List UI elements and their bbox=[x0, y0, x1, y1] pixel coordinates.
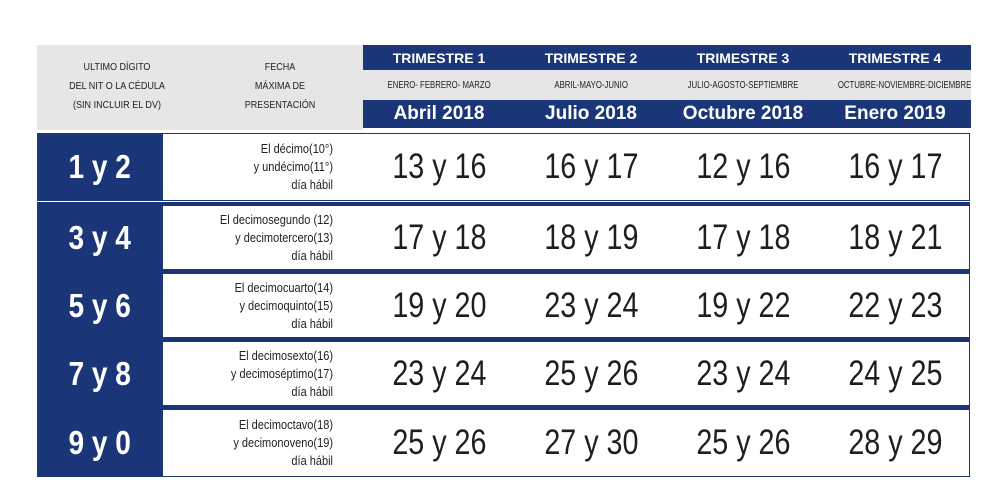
row-value-t1: 25 y 26 bbox=[391, 423, 487, 462]
trimester-2-header bbox=[515, 45, 667, 128]
row-digits: 7 y 8 bbox=[37, 341, 162, 406]
row-digits: 9 y 0 bbox=[37, 409, 162, 477]
row-digits: 5 y 6 bbox=[37, 273, 162, 338]
table-row bbox=[37, 409, 970, 477]
row-value-t2: 16 y 17 bbox=[543, 147, 639, 186]
trimester-4-header bbox=[819, 45, 971, 128]
row-digits: 1 y 2 bbox=[37, 133, 162, 201]
header-line: ULTIMO DÍGITO bbox=[83, 61, 151, 73]
row-value-t4: 22 y 23 bbox=[847, 285, 943, 325]
row-value-t2: 18 y 19 bbox=[543, 217, 639, 257]
header-deadline bbox=[209, 58, 352, 115]
table-row bbox=[37, 133, 970, 201]
trimester-title: TRIMESTRE 2 bbox=[515, 45, 667, 70]
trimester-3-header bbox=[667, 45, 819, 128]
trimester-title: TRIMESTRE 3 bbox=[667, 45, 819, 70]
row-value-t4: 28 y 29 bbox=[847, 423, 943, 462]
row-description: El decimocuarto(14) y decimoquinto(15) día hábil bbox=[234, 280, 333, 331]
table-row bbox=[37, 205, 970, 270]
row-description: El decimosexto(16) y decimoséptimo(17) día hábil bbox=[230, 348, 333, 399]
row-digits: 3 y 4 bbox=[37, 205, 162, 270]
trimester-months: JULIO-AGOSTO-SEPTIEMBRE bbox=[667, 70, 819, 100]
row-value-t4: 16 y 17 bbox=[847, 147, 943, 186]
header-line: (SIN INCLUIR EL DV) bbox=[73, 99, 161, 111]
trimester-months: ENERO- FEBRERO- MARZO bbox=[363, 70, 515, 100]
header-line: DEL NIT O LA CÉDULA bbox=[69, 80, 165, 92]
trimester-months: ABRIL-MAYO-JUNIO bbox=[515, 70, 667, 100]
row-value-t1: 17 y 18 bbox=[391, 217, 487, 257]
trimester-deadline: Enero 2019 bbox=[819, 100, 971, 128]
row-value-t3: 17 y 18 bbox=[695, 217, 791, 257]
table-row bbox=[37, 273, 970, 338]
row-value-t2: 23 y 24 bbox=[543, 285, 639, 325]
row-value-t4: 24 y 25 bbox=[847, 353, 943, 393]
row-description: El décimo(10°) y undécimo(11°) día hábil bbox=[253, 142, 333, 192]
trimester-deadline: Octubre 2018 bbox=[667, 100, 819, 128]
header-line: MÁXIMA DE bbox=[254, 80, 306, 92]
row-value-t1: 19 y 20 bbox=[391, 285, 487, 325]
row-value-t2: 25 y 26 bbox=[543, 353, 639, 393]
row-value-t3: 12 y 16 bbox=[695, 147, 791, 186]
header-last-digit bbox=[48, 58, 186, 115]
trimester-1-header bbox=[363, 45, 515, 128]
row-value-t3: 19 y 22 bbox=[695, 285, 791, 325]
trimester-title: TRIMESTRE 4 bbox=[819, 45, 971, 70]
trimester-title: TRIMESTRE 1 bbox=[363, 45, 515, 70]
row-description: El decimoctavo(18) y decimonoveno(19) día hábil bbox=[233, 418, 333, 468]
trimester-months: OCTUBRE-NOVIEMBRE-DICIEMBRE bbox=[819, 70, 971, 100]
row-value-t2: 27 y 30 bbox=[543, 423, 639, 462]
row-value-t1: 13 y 16 bbox=[391, 147, 487, 186]
row-value-t4: 18 y 21 bbox=[847, 217, 943, 257]
header-line: PRESENTACIÓN bbox=[244, 99, 316, 111]
row-value-t3: 23 y 24 bbox=[695, 353, 791, 393]
row-value-t1: 23 y 24 bbox=[391, 353, 487, 393]
trimester-deadline: Abril 2018 bbox=[363, 100, 515, 128]
table-row bbox=[37, 341, 970, 406]
row-value-t3: 25 y 26 bbox=[695, 423, 791, 462]
trimester-deadline: Julio 2018 bbox=[515, 100, 667, 128]
header-line: FECHA bbox=[264, 61, 296, 73]
row-description: El decimosegundo (12) y decimotercero(13) día hábil bbox=[219, 212, 333, 263]
